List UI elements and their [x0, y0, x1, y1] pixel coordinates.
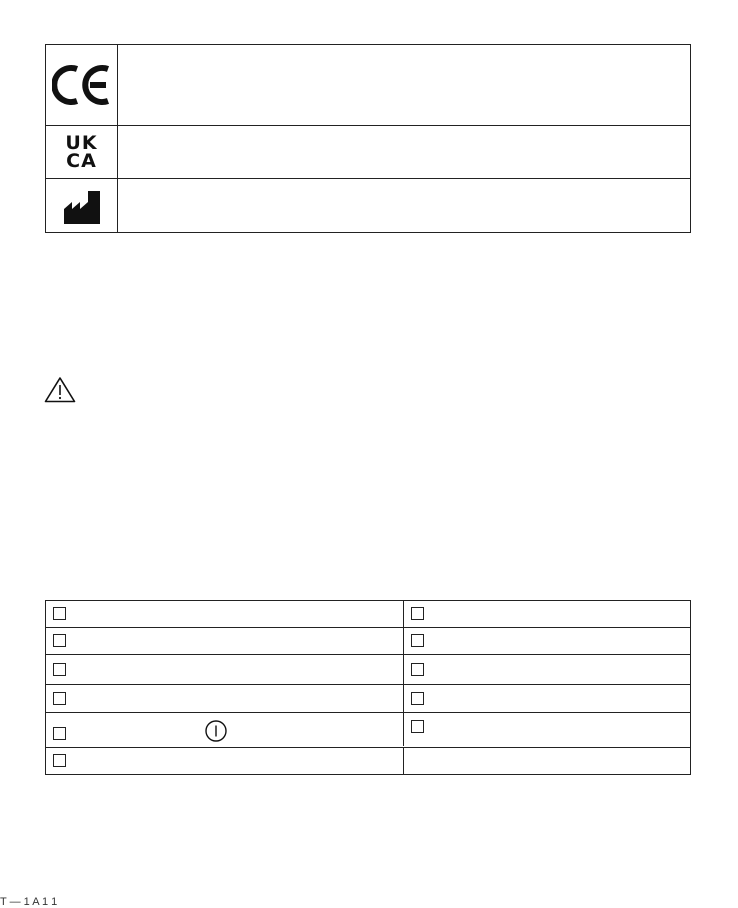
- checklist-row: [46, 601, 690, 628]
- checkbox[interactable]: [53, 754, 66, 767]
- checkbox[interactable]: [411, 692, 424, 705]
- power-icon: [204, 719, 228, 743]
- checkbox[interactable]: [411, 634, 424, 647]
- checkbox[interactable]: [53, 663, 66, 676]
- ce-mark-icon: [52, 63, 112, 107]
- checkbox[interactable]: [411, 720, 424, 733]
- symbol-cell: [46, 45, 118, 125]
- symbol-row-ce: [46, 45, 690, 126]
- checklist-table: [45, 600, 691, 775]
- symbol-row-ukca: [46, 126, 690, 179]
- symbols-table: [45, 44, 691, 233]
- checklist-row: [46, 655, 690, 685]
- ukca-line-1: UK: [65, 132, 98, 154]
- symbol-cell: [46, 179, 118, 232]
- checkbox[interactable]: [53, 727, 66, 740]
- checkbox[interactable]: [53, 692, 66, 705]
- footer-fragment: T — 1 A 1 1: [0, 896, 58, 908]
- ukca-line-2: CA: [66, 150, 97, 172]
- checkbox[interactable]: [411, 607, 424, 620]
- checklist-row: [46, 748, 690, 774]
- checklist-row: [46, 628, 690, 655]
- checklist-divider: [403, 748, 404, 774]
- checkbox[interactable]: [53, 607, 66, 620]
- checklist-row: [46, 713, 690, 748]
- manufacturer-icon: [62, 187, 102, 225]
- symbol-row-manufacturer: [46, 179, 690, 232]
- symbol-cell: [46, 126, 118, 178]
- ukca-mark-icon: [65, 134, 97, 170]
- checklist-row: [46, 685, 690, 713]
- checkbox[interactable]: [53, 634, 66, 647]
- checkbox[interactable]: [411, 663, 424, 676]
- warning-triangle-icon: [44, 376, 76, 403]
